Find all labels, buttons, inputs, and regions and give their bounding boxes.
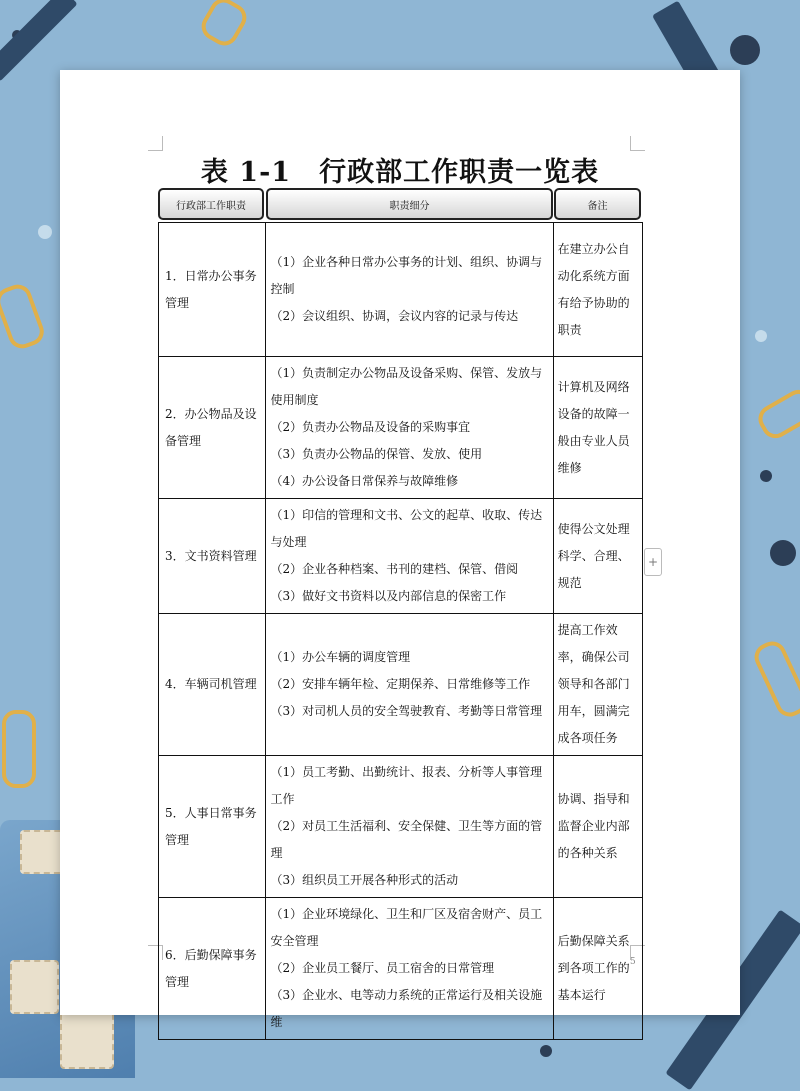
duty-item: （3）负责办公物品的保管、发放、使用 bbox=[270, 447, 483, 461]
duties-cell bbox=[266, 898, 553, 1040]
duty-item: （1）负责制定办公物品及设备采购、保管、发放与使用制度 bbox=[270, 366, 543, 407]
duty-item: （2）安排车辆年检、定期保养、日常维修等工作 bbox=[270, 677, 531, 691]
duty-item: （2）企业员工餐厅、员工宿舍的日常管理 bbox=[270, 961, 495, 975]
duty-item: （2）企业各种档案、书刊的建档、保管、借阅 bbox=[270, 562, 519, 576]
duties-cell bbox=[266, 357, 553, 499]
decor-pocket bbox=[60, 1010, 114, 1069]
dept-cell: 1．日常办公事务管理 bbox=[159, 223, 266, 357]
paperclip-icon bbox=[2, 710, 36, 788]
paperclip-icon bbox=[750, 637, 800, 721]
table-row bbox=[159, 499, 643, 614]
bg-dot bbox=[760, 470, 772, 482]
duty-item: （1）印信的管理和文书、公文的起草、收取、传达与处理 bbox=[270, 508, 543, 549]
duty-table bbox=[158, 222, 643, 1040]
dept-cell: 3．文书资料管理 bbox=[159, 499, 266, 614]
duties-cell bbox=[266, 756, 553, 898]
bg-dot bbox=[38, 225, 52, 239]
dept-cell: 5．人事日常事务管理 bbox=[159, 756, 266, 898]
duty-item: （1）办公车辆的调度管理 bbox=[270, 650, 411, 664]
dept-cell: 2．办公物品及设备管理 bbox=[159, 357, 266, 499]
table-row bbox=[159, 357, 643, 499]
duty-item: （2）会议组织、协调，会议内容的记录与传达 bbox=[270, 309, 519, 323]
paperclip-icon bbox=[753, 385, 800, 443]
header-note: 备注 bbox=[554, 188, 641, 220]
duty-item: （2）对员工生活福利、安全保健、卫生等方面的管理 bbox=[270, 819, 543, 860]
bg-dot bbox=[770, 540, 796, 566]
dept-cell: 4．车辆司机管理 bbox=[159, 614, 266, 756]
document-page bbox=[60, 70, 740, 1029]
duty-item: （3）对司机人员的安全驾驶教育、考勤等日常管理 bbox=[270, 704, 543, 718]
table-row bbox=[159, 223, 643, 357]
note-cell: 协调、指导和监督企业内部的各种关系 bbox=[553, 756, 642, 898]
duty-item: （1）企业各种日常办公事务的计划、组织、协调与控制 bbox=[270, 255, 543, 296]
duties-cell bbox=[266, 614, 553, 756]
table-row bbox=[159, 614, 643, 756]
duty-item: （3）企业水、电等动力系统的正常运行及相关设施维 bbox=[270, 988, 543, 1029]
table-row bbox=[159, 756, 643, 898]
header-duties: 职责细分 bbox=[266, 188, 553, 220]
duty-item: （3）组织员工开展各种形式的活动 bbox=[270, 873, 459, 887]
paperclip-icon bbox=[0, 281, 48, 353]
crop-mark bbox=[630, 136, 645, 151]
header-dept: 行政部工作职责 bbox=[158, 188, 264, 220]
bg-dot bbox=[755, 330, 767, 342]
duty-item: （1）员工考勤、出勤统计、报表、分析等人事管理工作 bbox=[270, 765, 543, 806]
dept-cell: 6．后勤保障事务管理 bbox=[159, 898, 266, 1040]
duty-item: （1）企业环境绿化、卫生和厂区及宿舍财产、员工安全管理 bbox=[270, 907, 543, 948]
expand-plus-button[interactable]: + bbox=[644, 548, 662, 576]
note-cell: 计算机及网络设备的故障一般由专业人员维修 bbox=[553, 357, 642, 499]
duties-cell bbox=[266, 499, 553, 614]
duty-item: （4）办公设备日常保养与故障维修 bbox=[270, 474, 459, 488]
page-number: 5 bbox=[630, 957, 636, 967]
note-cell: 使得公文处理科学、合理、规范 bbox=[553, 499, 642, 614]
note-cell: 后勤保障关系到各项工作的基本运行 bbox=[553, 898, 642, 1040]
note-cell: 提高工作效率，确保公司领导和各部门用车，圆满完成各项任务 bbox=[553, 614, 642, 756]
decor-pocket bbox=[10, 960, 59, 1014]
duty-item: （2）负责办公物品及设备的采购事宜 bbox=[270, 420, 471, 434]
crop-mark bbox=[148, 136, 163, 151]
bg-dot bbox=[730, 35, 760, 65]
bg-dot bbox=[540, 1045, 552, 1057]
duty-item: （3）做好文书资料以及内部信息的保密工作 bbox=[270, 589, 507, 603]
table-title: 表 1-1 行政部工作职责一览表 bbox=[200, 157, 600, 188]
duties-cell bbox=[266, 223, 553, 357]
note-cell: 在建立办公自动化系统方面有给予协助的职责 bbox=[553, 223, 642, 357]
table-row bbox=[159, 898, 643, 1040]
paperclip-icon bbox=[197, 0, 252, 51]
